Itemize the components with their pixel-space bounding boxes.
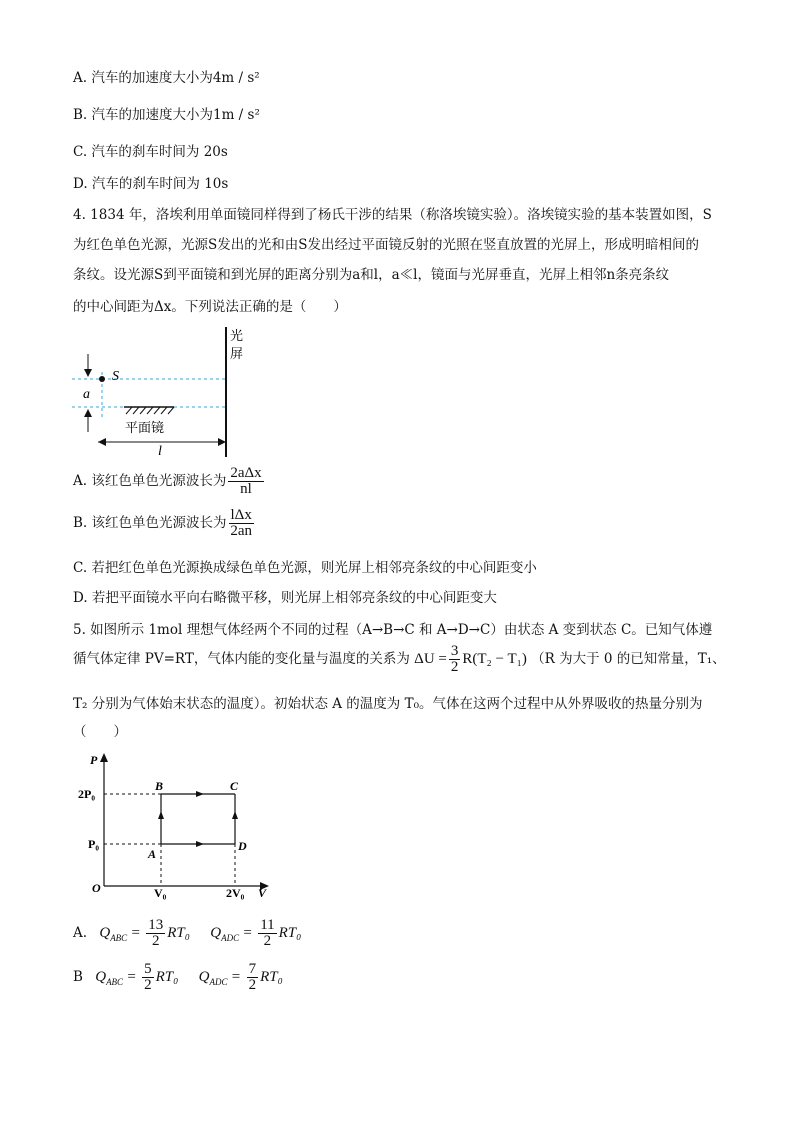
y-tick-2p0: 2P₀ bbox=[78, 787, 95, 801]
q5-stem-line-4: （ ） bbox=[73, 724, 127, 740]
q4-stem-line-3: 条纹。设光源S到平面镜和到光屏的距离分别为a和l，a≪l，镜面与光屏垂直，光屏上相邻n条亮条纹 bbox=[73, 267, 670, 283]
q5-option-b: B $Q_{ABC}$ = $\frac{5}{2}$ RT₀ $Q_{ADC}$ = $\frac{7}{2}$ RT₀ bbox=[73, 961, 283, 993]
q4-option-c: C. 若把红色单色光源换成绿色单色光源，则光屏上相邻亮条纹的中心间距变小 bbox=[73, 560, 537, 576]
y-tick-p0: P₀ bbox=[88, 837, 99, 851]
x-tick-2v0: 2V₀ bbox=[226, 886, 245, 900]
point-a: A bbox=[148, 847, 157, 861]
a-label: a bbox=[83, 387, 90, 402]
light-source-dot bbox=[99, 376, 105, 382]
q5-option-a: A. $Q_{ABC}$ = $\frac{13}{2}$ RT₀ $Q_{ADC}$ = $\frac{11}{2}$ RT₀ bbox=[73, 917, 302, 949]
q3-option-d: D. 汽车的刹车时间为 10s bbox=[73, 176, 229, 192]
q4-option-d: D. 若把平面镜水平向右略微平移，则光屏上相邻亮条纹的中心间距变大 bbox=[73, 590, 497, 606]
q3-option-b: B. 汽车的加速度大小为1m / s² bbox=[73, 107, 260, 123]
q5-stem-line-1: 5. 如图所示 1mol 理想气体经两个不同的过程（A→B→C 和 A→D→C）由状态 A 变到状态 C。已知气体遵 bbox=[73, 622, 713, 638]
q4-stem-line-4: 的中心间距为Δx。下列说法正确的是（ ） bbox=[73, 299, 347, 315]
y-axis-label: P bbox=[90, 753, 98, 767]
screen-label-1: 光 bbox=[230, 328, 244, 343]
point-b: B bbox=[155, 779, 164, 793]
x-axis-label: V bbox=[258, 886, 267, 900]
screen-label-2: 屏 bbox=[230, 346, 244, 361]
q4-option-a: A. 该红色单色光源波长为 $\frac{\text{2aΔx}}{nl}$ bbox=[73, 465, 262, 497]
point-d: D bbox=[238, 839, 247, 853]
x-tick-v0: V₀ bbox=[154, 886, 167, 900]
lloyd-mirror-figure bbox=[70, 322, 270, 462]
point-c: C bbox=[230, 779, 239, 793]
q3-option-c: C. 汽车的刹车时间为 20s bbox=[73, 144, 228, 160]
q4-stem-line-2: 为红色单色光源，光源S发出的光和由S发出经过平面镜反射的光照在竖直放置的光屏上，形成明暗相间的 bbox=[73, 237, 699, 253]
q4-stem-line-1: 4. 1834 年，洛埃利用单面镜同样得到了杨氏干涉的结果（称洛埃镜实验）。洛埃镜实验的基本装置如图，S bbox=[73, 207, 712, 223]
q5-stem-line-3: T₂ 分别为气体始末状态的温度）。初始状态 A 的温度为 T₀。气体在这两个过程中从外界吸收的热量分别为 bbox=[73, 696, 703, 712]
q3-option-a: A. 汽车的加速度大小为4m / s² bbox=[73, 70, 260, 86]
q4-option-b: B. 该红色单色光源波长为 $\frac{\text{lΔx}}{2an}$ bbox=[73, 507, 253, 539]
pv-diagram bbox=[78, 750, 278, 900]
origin-label: O bbox=[92, 881, 101, 895]
mirror-label: 平面镜 bbox=[125, 420, 165, 435]
q5-stem-line-2: 循气体定律 PV=RT，气体内能的变化量与温度的关系为 ΔU = $\frac{3}{2}$ R(T₂ − T₁) （R 为大于 0 的已知常量，T₁、 bbox=[73, 643, 726, 675]
l-label: l bbox=[158, 444, 162, 459]
source-label: S bbox=[112, 369, 119, 384]
